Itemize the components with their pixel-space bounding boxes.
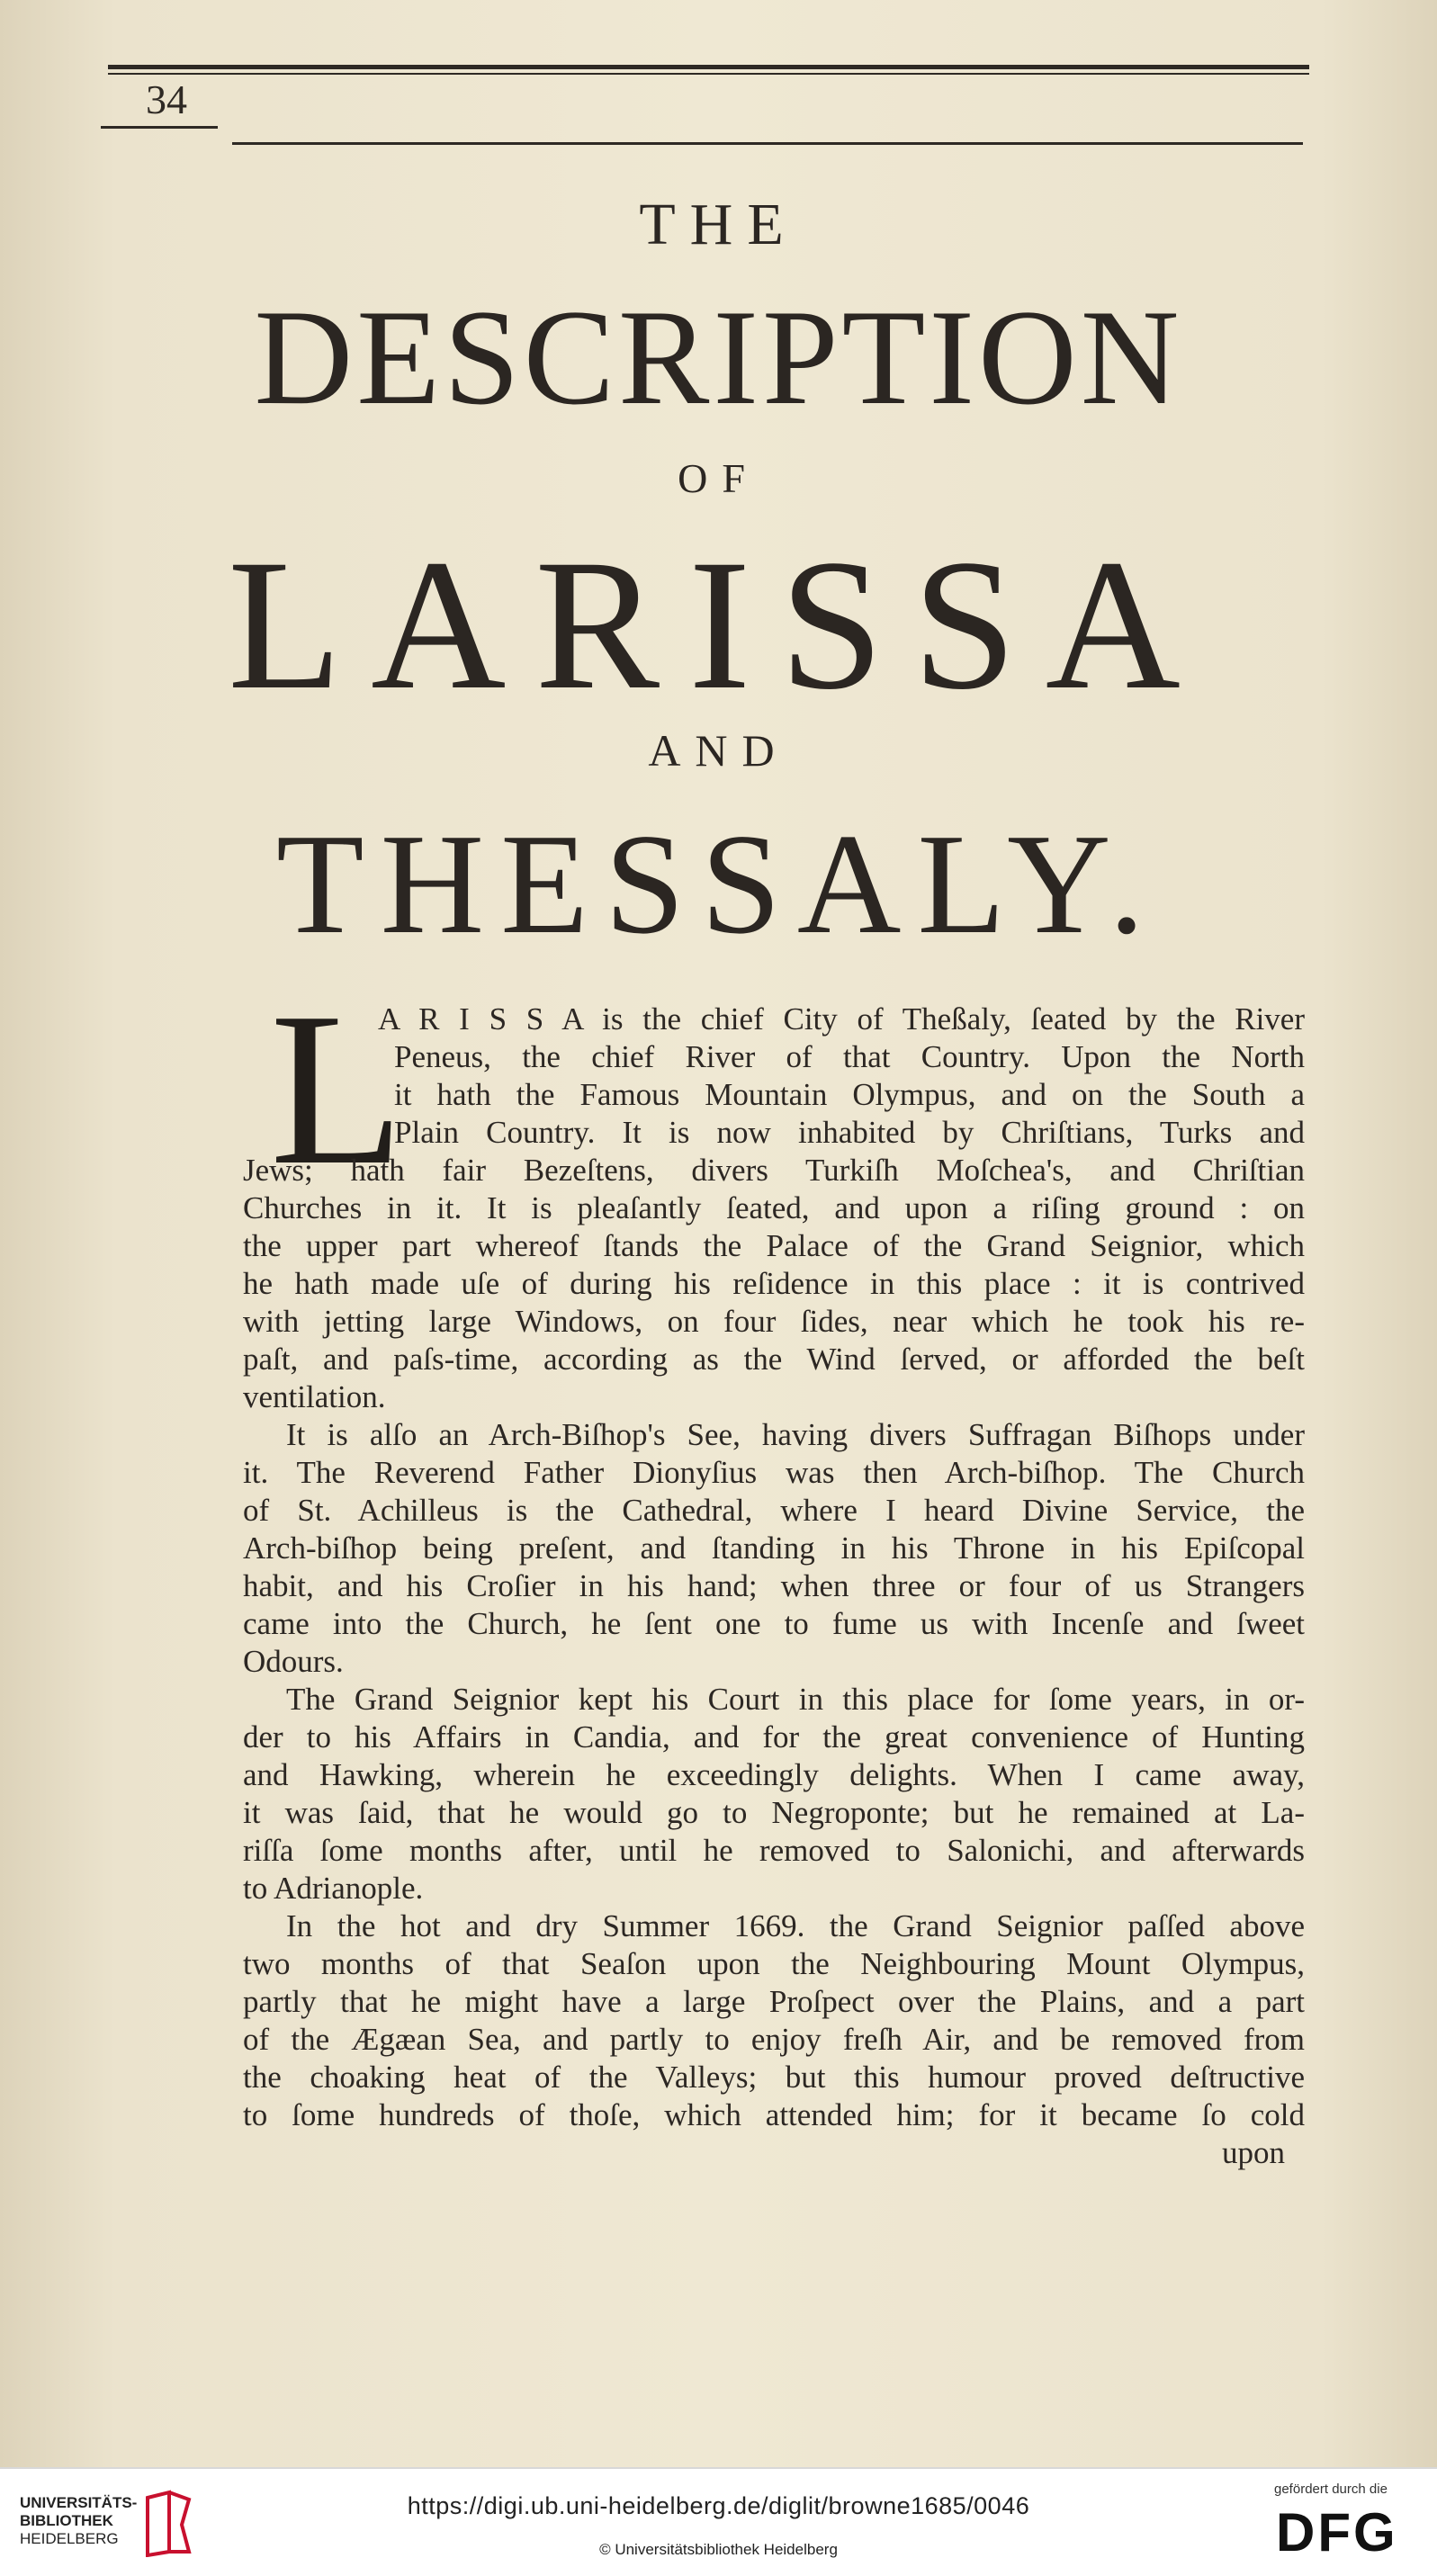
body-text — [243, 1001, 1305, 2172]
title-the: THE — [639, 192, 798, 257]
title-and: AND — [648, 725, 789, 776]
text-line: came into the Church, he ſent one to fume us with Incenſe and ſweet — [243, 1606, 1305, 1641]
text-line: A R I S S A is the chief City of Theßaly, ſeated by the River — [378, 1001, 1305, 1037]
viewer-footer — [0, 2467, 1437, 2576]
library-name-line: HEIDELBERG — [20, 2530, 119, 2547]
text-line: it. The Reverend Father Dionyſius was then Arch-biſhop. The Church — [243, 1455, 1305, 1490]
library-name-line: BIBLIOTHEK — [20, 2512, 113, 2529]
text-line: the upper part whereof ſtands the Palace of the Grand Seignior, which — [243, 1228, 1305, 1263]
title-of: OF — [678, 455, 759, 501]
text-line: of the Ægæan Sea, and partly to enjoy freſh Air, and be removed from — [243, 2022, 1305, 2057]
text-line: der to his Affairs in Candia, and for the great convenience of Hunting — [243, 1719, 1305, 1755]
page-number: 34 — [146, 76, 187, 122]
top-rule-thin — [108, 73, 1309, 75]
text-line: he hath made uſe of during his reſidence in this place : it is contrived — [243, 1266, 1305, 1301]
text-line: Odours. — [243, 1644, 344, 1679]
title-description: DESCRIPTION — [254, 282, 1183, 433]
text-line: Churches in it. It is pleaſantly ſeated, and upon a riſing ground : on — [243, 1190, 1305, 1225]
text-line: The Grand Seignior kept his Court in this place for ſome years, in or- — [286, 1682, 1305, 1717]
dfg-logo: DFG — [1276, 2502, 1398, 2563]
text-line: Peneus, the chief River of that Country. Upon the North — [394, 1039, 1305, 1074]
permalink-url[interactable]: https://digi.ub.uni-heidelberg.de/diglit/browne1685/0046 — [407, 2492, 1030, 2519]
text-line: and Hawking, wherein he exceedingly delights. When I came away, — [243, 1757, 1305, 1792]
sponsor-caption: gefördert durch die — [1274, 2482, 1388, 2497]
header-rule — [232, 142, 1303, 145]
page-number-underline — [101, 126, 218, 129]
text-line: Jews; hath fair Bezeſtens, divers Turkiſh Moſchea's, and Chriſtian — [243, 1153, 1305, 1188]
text-line: It is alſo an Arch-Biſhop's See, having divers Suffragan Biſhops under — [286, 1417, 1305, 1452]
text-line: partly that he might have a large Proſpect over the Plains, and a part — [243, 1984, 1305, 2019]
text-line: ventilation. — [243, 1379, 386, 1414]
text-line: paſt, and paſs-time, according as the Wind ſerved, or afforded the beſt — [243, 1342, 1305, 1377]
text-line: the choaking heat of the Valleys; but this humour proved deſtructive — [243, 2060, 1305, 2095]
text-line: Plain Country. It is now inhabited by Chriſtians, Turks and — [394, 1115, 1305, 1150]
text-line: habit, and his Croſier in his hand; when three or four of us Strangers — [243, 1568, 1305, 1603]
text-line: to ſome hundreds of thoſe, which attended him; for it became ſo cold — [243, 2097, 1305, 2132]
text-line: of St. Achilleus is the Cathedral, where I heard Divine Service, the — [243, 1493, 1305, 1528]
library-name-line: UNIVERSITÄTS- — [20, 2494, 138, 2511]
text-line: riſſa ſome months after, until he removed to Salonichi, and afterwards — [243, 1833, 1305, 1868]
text-line: two months of that Seaſon upon the Neighbouring Mount Olympus, — [243, 1946, 1305, 1981]
top-rule — [108, 65, 1309, 69]
drop-cap: L — [270, 967, 405, 1210]
copyright-notice: © Universitätsbibliothek Heidelberg — [599, 2541, 838, 2558]
text-line: it hath the Famous Mountain Olympus, and on the South a — [394, 1077, 1305, 1112]
catchword: upon — [1222, 2135, 1285, 2170]
text-line: Arch-biſhop being preſent, and ſtanding in his Throne in his Epiſcopal — [243, 1530, 1305, 1566]
title-thessaly: THESSALY. — [275, 803, 1162, 964]
text-line: In the hot and dry Summer 1669. the Grand Seignior paſſed above — [286, 1908, 1305, 1943]
title-larissa: LARISSA — [228, 521, 1209, 728]
text-line: to Adrianople. — [243, 1871, 424, 1906]
text-line: with jetting large Windows, on four ſides, near which he took his re- — [243, 1304, 1305, 1339]
text-line: it was ſaid, that he would go to Negroponte; but he remained at La- — [243, 1795, 1305, 1830]
